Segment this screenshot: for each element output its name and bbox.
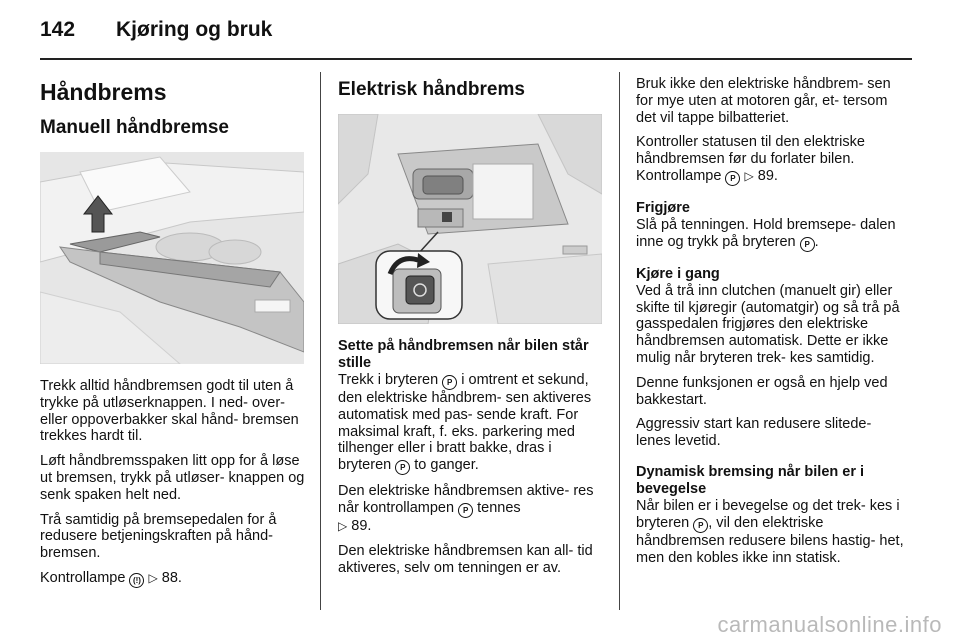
parking-switch-icon: P: [442, 375, 457, 390]
parking-switch-icon: P: [800, 237, 815, 252]
column-1: [40, 70, 308, 588]
text-run: Den elektriske håndbremsen aktive- res når kontrollampen: [338, 483, 594, 516]
column-3: [636, 76, 906, 566]
text-run: i omtrent et sekund, den elektriske håndbrem- sen aktiveres automatisk med pas- sende kraft. For maksimal kraft, f. eks. parkering med tilhenger eller i bratt bakke, dras i bryteren: [338, 372, 592, 474]
paragraph: Aggressiv start kan redusere slitede- lenes levetid.: [636, 416, 872, 450]
paragraph: Slå på tenningen. Hold bremsepe- dalen inne og trykk på bryteren P .: [636, 216, 896, 250]
column-divider: [619, 72, 620, 610]
paragraph: [338, 483, 604, 535]
paragraph: [636, 134, 906, 186]
paragraph: Trekk alltid håndbremsen godt til uten å trykke på utløserknappen. I ned- over- eller oppoverbakker skal hånd- bremsen trekkes hardt til.: [40, 378, 299, 445]
page-ref-arrow-icon: ▷: [338, 518, 348, 533]
page-header: [40, 14, 910, 54]
page-ref-arrow-icon: ▷: [148, 570, 158, 585]
text-run: Kontroller statusen til den elektriske håndbremsen før du forlater bilen.: [636, 134, 865, 168]
subsection-title: Dynamisk bremsing når bilen er i bevegelse: [636, 463, 865, 497]
paragraph: Ved å trå inn clutchen (manuelt gir) eller skifte til kjøregir (automatgir) og så trå på gasspedalen frigjøres den elektriske håndbremsen automatisk. Dette er ikke mulig når bryteren trek- kes samtidig.: [636, 282, 900, 366]
brake-warning-icon: (!): [129, 573, 144, 588]
parking-switch-icon: P: [725, 171, 740, 186]
text-run: Trekk i bryteren: [338, 372, 439, 388]
parking-brake-switch-drawing: [338, 114, 602, 324]
text-run: , vil den elektriske håndbremsen redusere bilens hastig- het, men den kobles ikke inn statisk.: [636, 514, 904, 566]
parking-switch-icon: P: [693, 518, 708, 533]
column-2: [338, 70, 604, 576]
text-run: to ganger.: [414, 457, 479, 474]
subsection-title: Frigjøre: [636, 199, 690, 216]
paragraph: Bruk ikke den elektriske håndbrem- sen for mye uten at motoren går, et- tersom det vil tappe bilbatteriet.: [636, 76, 891, 126]
lamp-label: Kontrollampe: [40, 569, 126, 586]
text-run: Slå på tenningen. Hold bremsepe- dalen inne og trykk på bryteren: [636, 216, 896, 250]
page-ref-arrow-icon: ▷: [744, 168, 754, 183]
header-rule: [40, 58, 912, 60]
parking-switch-icon: P: [395, 460, 410, 475]
paragraph: [40, 570, 308, 588]
handbrake-lever-drawing: [40, 152, 304, 364]
subsection-title: Kjøre i gang: [636, 265, 720, 282]
running-title: Kjøring og bruk: [116, 18, 273, 41]
page-ref: 89.: [351, 517, 372, 534]
paragraph: Den elektriske håndbremsen kan all- tid aktiveres, selv om tenningen er av.: [338, 542, 593, 576]
handbrake-lever-illustration: [40, 152, 304, 364]
subsection-title: Sette på håndbremsen når bilen står stille: [338, 338, 589, 371]
page-ref: 88.: [161, 569, 182, 586]
text-run: tennes: [477, 499, 521, 516]
paragraph: Trå samtidig på bremsepedalen for å redusere betjeningskraften på hånd- bremsen.: [40, 511, 277, 562]
paragraph: [636, 498, 906, 566]
subsection-title: Manuell håndbremse: [40, 117, 229, 138]
paragraph: Denne funksjonen er også en hjelp ved bakkestart.: [636, 374, 888, 408]
column-divider: [320, 72, 321, 610]
lamp-label: Kontrollampe: [636, 167, 722, 184]
paragraph: Løft håndbremsspaken litt opp for å løse ut bremsen, trykk på utløser- knappen og senk spaken helt ned.: [40, 453, 305, 503]
text-run: Når bilen er i bevegelse og det trek- kes i bryteren: [636, 497, 900, 531]
parking-switch-icon: P: [458, 503, 473, 518]
watermark: carmanualsonline.info: [717, 612, 942, 637]
section-title: Håndbrems: [40, 79, 167, 105]
paragraph: [338, 372, 604, 475]
page-number: 142: [40, 18, 76, 41]
page-ref: 89.: [757, 167, 778, 184]
section-title: Elektrisk håndbrems: [338, 79, 525, 100]
electric-parking-brake-illustration: [338, 114, 602, 324]
